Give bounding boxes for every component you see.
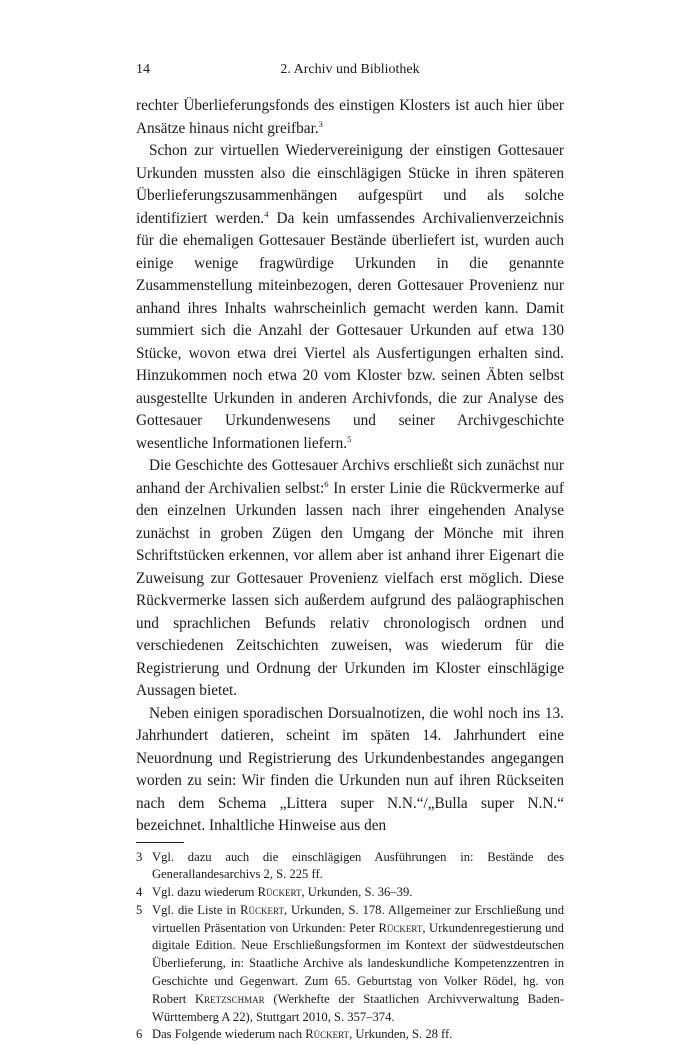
author-name: Kretzschmar <box>195 992 265 1006</box>
footnote-text-part: (Werkhefte der Staatlichen Archivverwaltung Baden-Württemberg A 22), Stuttgart 2010, S. 357–374. <box>152 992 564 1024</box>
footnote-text-part: Das Folgende wiederum nach <box>152 1027 305 1041</box>
body-text <box>136 95 564 838</box>
footnote <box>136 849 564 885</box>
footnote-text-part: , Urkunden, S. 28 ff. <box>349 1027 452 1041</box>
paragraph <box>136 455 564 703</box>
author-name: Rückert <box>379 921 423 935</box>
page-content <box>136 58 564 1044</box>
paragraph <box>136 703 564 838</box>
footnote-text-part: Vgl. dazu auch die einschlägigen Ausführungen in: Bestände des Generallandesarchivs 2, S. 225 ff. <box>152 850 564 882</box>
footnote-text-part: , Urkundenregestierung und digitale Edition. Neue Erschließungsformen im Kontext der südwestdeutschen Überlieferung, in: Staatliche Archive als landeskundliche Kompetenzzentren in Geschichte und Gegenwart. Zum 65. Geburtstag von Volker Rödel, hg. von Robert <box>152 921 564 1006</box>
footnote-ref: 3 <box>319 118 323 128</box>
footnote-number: 6 <box>136 1026 152 1044</box>
footnote-number: 4 <box>136 884 152 902</box>
paragraph <box>136 140 564 455</box>
author-name: Rückert <box>305 1027 349 1041</box>
footnote-ref: 5 <box>347 433 351 443</box>
author-name: Rückert <box>240 903 284 917</box>
footnote-text-part: Vgl. dazu wiederum <box>152 885 258 899</box>
paragraph-text: Neben einigen sporadischen Dorsualnotizen, die wohl noch ins 13. Jahrhundert datieren, scheint im späten 14. Jahrhundert eine Neuordnung und Registrierung des Urkundenbestandes angegangen worden zu sein: Wir finden die Urkunden nun auf ihren Rückseiten nach dem Schema „Littera super N.N.“/„Bulla super N.N.“ bezeichnet. Inhaltliche Hinweise aus den <box>136 705 564 835</box>
footnote-text <box>152 1026 564 1044</box>
paragraph-text: In erster Linie die Rückvermerke auf den einzelnen Urkunden lassen nach ihrer eingehenden Analyse zunächst in groben Zügen den Umgang der Mönche mit ihren Schriftstücken erkennen, vor allem aber ist anhand ihrer Eigenart die Zuweisung zur Gottesauer Provenienz vielfach erst möglich. Diese Rückvermerke lassen sich außerdem aufgrund des paläographischen und sprachlichen Befunds relativ chronologisch ordnen und verschiedenen Zeitschichten zuweisen, was wiederum für die Registrierung und Ordnung der Urkunden im Kloster einschlägige Aussagen bietet. <box>136 480 564 700</box>
footnote <box>136 1026 564 1044</box>
footnote-number: 3 <box>136 849 152 885</box>
author-name: Rückert <box>258 885 302 899</box>
paragraph-text: Da kein umfassendes Archivalienverzeichnis für die ehemaligen Gottesauer Bestände überliefert ist, wurden auch einige wenige fragwürdige Urkunden in die genannte Zusammenstellung miteinbezogen, deren Gottesauer Provenienz nur anhand ihres Inhalts wahrscheinlich gemacht werden kann. Damit summiert sich die Anzahl der Gottesauer Urkunden auf etwa 130 Stücke, wovon etwa drei Viertel als Ausfertigungen erhalten sind. Hinzukommen noch etwa 20 vom Kloster bzw. seinen Äbten selbst ausgestellte Urkunden in anderen Archivfonds, die zur Analyse des Gottesauer Urkundenwesens und seiner Archivgeschichte wesentliche Informationen liefern. <box>136 210 564 452</box>
footnote-divider <box>136 842 184 843</box>
footnote <box>136 884 564 902</box>
footnote-text <box>152 884 564 902</box>
footnote-number: 5 <box>136 902 152 1027</box>
page-header <box>136 58 564 82</box>
footnote-text-part: , Urkunden, S. 178. Allgemeiner zur Erschließung und virtuellen Präsentation von Urkunden: Peter <box>152 903 564 935</box>
running-head: 2. Archiv und Bibliothek <box>136 58 564 82</box>
footnotes <box>136 849 564 1044</box>
paragraph-text: Schon zur virtuellen Wiedervereinigung der einstigen Gottesauer Urkunden mussten also die einschlägigen Stücke in ihren späteren Überlieferungszusammenhängen aufgespürt und als solche identifiziert werden. <box>136 142 564 227</box>
paragraph-text: rechter Überlieferungsfonds des einstigen Klosters ist auch hier über Ansätze hinaus nicht greifbar. <box>136 97 564 137</box>
paragraph-text: Die Geschichte des Gottesauer Archivs erschließt sich zunächst nur anhand der Archivalien selbst: <box>136 457 564 497</box>
footnote <box>136 902 564 1027</box>
footnote-text <box>152 902 564 1027</box>
paragraph <box>136 95 564 140</box>
footnote-ref: 6 <box>324 478 328 488</box>
footnote-text <box>152 849 564 885</box>
footnote-text-part: , Urkunden, S. 36–39. <box>302 885 413 899</box>
footnote-text-part: Vgl. die Liste in <box>152 903 240 917</box>
page-number: 14 <box>136 58 150 82</box>
footnote-ref: 4 <box>264 208 268 218</box>
